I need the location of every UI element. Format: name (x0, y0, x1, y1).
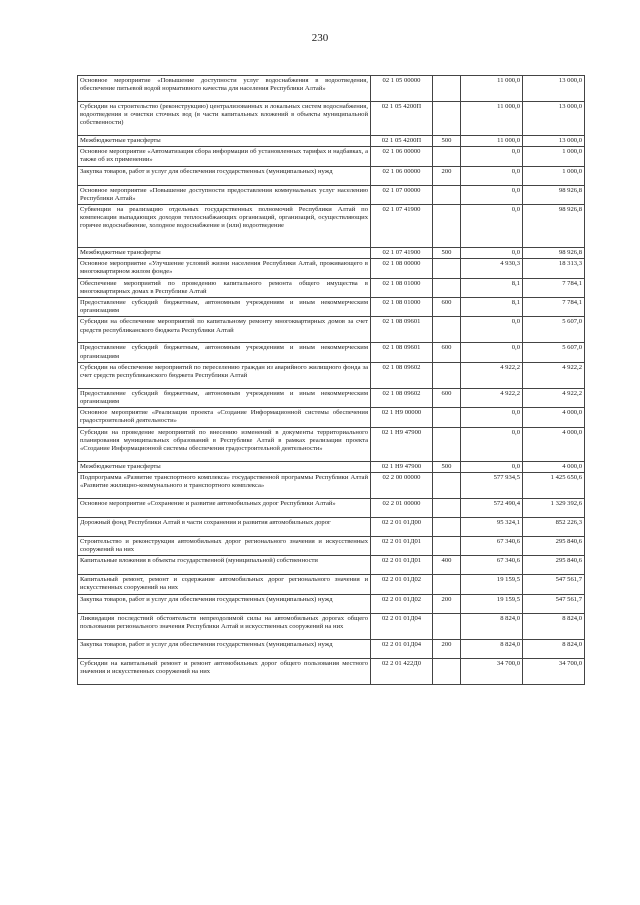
row-amount-year2: 8 824,0 (523, 639, 585, 658)
row-expense-type (433, 613, 461, 639)
row-amount-year1: 11 000,0 (461, 102, 523, 136)
row-amount-year2: 1 425 650,6 (523, 472, 585, 498)
row-name: Подпрограмма «Развитие транспортного комплекса» государственной программы Республики Алтай «Развитие жилищно-коммунального и транспортного комплекса» (78, 472, 371, 498)
row-expense-type (433, 536, 461, 555)
row-amount-year1: 0,0 (461, 166, 523, 185)
row-amount-year2: 295 840,6 (523, 556, 585, 575)
table-row (78, 517, 585, 536)
row-code: 02 1 05 00000 (371, 76, 433, 102)
table-row (78, 102, 585, 136)
table-row (78, 185, 585, 204)
row-name: Субсидии на проведение мероприятий по внесению изменений в документы территориального планирования муниципальных образований в Республике Алтай в рамках реализации проекта «Создание Информационной системы обеспечения градостроительной деятельности» (78, 427, 371, 461)
table-row (78, 166, 585, 185)
row-expense-type (433, 427, 461, 461)
row-expense-type: 200 (433, 594, 461, 613)
row-code: 02 1 07 41900 (371, 205, 433, 248)
row-amount-year1: 0,0 (461, 461, 523, 472)
row-code: 02 2 01 01Д04 (371, 613, 433, 639)
table-row (78, 408, 585, 427)
table-row (78, 248, 585, 259)
row-amount-year2: 295 840,6 (523, 536, 585, 555)
row-expense-type (433, 517, 461, 536)
row-amount-year2: 34 700,0 (523, 658, 585, 684)
row-expense-type (433, 362, 461, 388)
budget-table-body (78, 76, 585, 685)
row-code: 02 2 01 01Д02 (371, 594, 433, 613)
row-name: Основное мероприятие «Реализация проекта «Создание Информационной системы обеспечения градостроительной деятельности» (78, 408, 371, 427)
row-expense-type (433, 147, 461, 166)
row-code: 02 2 01 01Д02 (371, 575, 433, 594)
row-expense-type: 200 (433, 166, 461, 185)
row-amount-year1: 0,0 (461, 185, 523, 204)
row-amount-year2: 13 000,0 (523, 102, 585, 136)
row-expense-type: 600 (433, 388, 461, 407)
row-code: 02 1 07 00000 (371, 185, 433, 204)
table-row (78, 658, 585, 684)
row-expense-type (433, 102, 461, 136)
row-expense-type: 600 (433, 343, 461, 362)
row-code: 02 2 01 01Д04 (371, 639, 433, 658)
row-code: 02 1 06 00000 (371, 166, 433, 185)
row-amount-year1: 0,0 (461, 408, 523, 427)
row-code: 02 1 08 01000 (371, 298, 433, 317)
row-amount-year1: 0,0 (461, 343, 523, 362)
row-name: Основное мероприятие «Повышение доступности предоставления коммунальных услуг населению Республики Алтай» (78, 185, 371, 204)
row-name: Предоставление субсидий бюджетным, автономным учреждениям и иным некоммерческим организациям (78, 298, 371, 317)
row-code: 02 1 06 00000 (371, 147, 433, 166)
row-amount-year1: 572 490,4 (461, 498, 523, 517)
row-amount-year1: 0,0 (461, 147, 523, 166)
row-expense-type (433, 575, 461, 594)
table-row (78, 147, 585, 166)
row-amount-year2: 4 922,2 (523, 362, 585, 388)
row-name: Субвенции на реализацию отдельных государственных полномочий Республики Алтай по компенсации выпадающих доходов теплоснабжающих организаций, организаций, осуществляющих горячее водоснабжение, холодное водоснабжение и (или) водоотведение (78, 205, 371, 248)
row-amount-year1: 4 922,2 (461, 362, 523, 388)
row-name: Предоставление субсидий бюджетным, автономным учреждениям и иным некоммерческим организациям (78, 388, 371, 407)
table-row (78, 388, 585, 407)
table-row (78, 205, 585, 248)
row-amount-year1: 4 930,3 (461, 259, 523, 278)
row-amount-year2: 4 922,2 (523, 388, 585, 407)
row-code: 02 2 01 422Д0 (371, 658, 433, 684)
row-code: 02 2 01 01Д00 (371, 517, 433, 536)
row-amount-year2: 547 561,7 (523, 594, 585, 613)
table-row (78, 461, 585, 472)
table-row (78, 639, 585, 658)
row-amount-year1: 19 159,5 (461, 594, 523, 613)
table-row (78, 278, 585, 297)
row-amount-year1: 0,0 (461, 248, 523, 259)
table-row (78, 472, 585, 498)
row-amount-year1: 0,0 (461, 205, 523, 248)
row-code: 02 1 08 09601 (371, 317, 433, 343)
table-row (78, 427, 585, 461)
row-name: Субсидии на строительство (реконструкцию) централизованных и локальных систем водоснабжения, водоотведения и очистки сточных вод (в части капитальных вложений в объекты муниципальной собственности) (78, 102, 371, 136)
table-row (78, 594, 585, 613)
table-row (78, 136, 585, 147)
row-code: 02 1 08 09602 (371, 388, 433, 407)
row-code: 02 1 Н9 00000 (371, 408, 433, 427)
row-expense-type: 600 (433, 298, 461, 317)
row-code: 02 1 08 01000 (371, 278, 433, 297)
row-amount-year1: 8 824,0 (461, 639, 523, 658)
budget-table (77, 75, 585, 685)
row-amount-year1: 67 340,6 (461, 536, 523, 555)
row-amount-year2: 1 000,0 (523, 166, 585, 185)
row-code: 02 1 05 4200П (371, 136, 433, 147)
table-row (78, 536, 585, 555)
row-amount-year1: 8,1 (461, 278, 523, 297)
row-amount-year2: 18 313,3 (523, 259, 585, 278)
row-expense-type (433, 278, 461, 297)
row-amount-year2: 8 824,0 (523, 613, 585, 639)
row-expense-type (433, 185, 461, 204)
row-amount-year1: 34 700,0 (461, 658, 523, 684)
row-amount-year1: 4 922,2 (461, 388, 523, 407)
row-name: Дорожный фонд Республики Алтай в части сохранения и развития автомобильных дорог (78, 517, 371, 536)
row-code: 02 1 07 41900 (371, 248, 433, 259)
row-name: Основное мероприятие «Улучшение условий жизни населения Республики Алтай, проживающего в многоквартирном жилом фонде» (78, 259, 371, 278)
row-amount-year2: 1 329 392,6 (523, 498, 585, 517)
row-name: Капитальные вложения в объекты государственной (муниципальной) собственности (78, 556, 371, 575)
row-amount-year2: 4 000,0 (523, 427, 585, 461)
row-amount-year2: 5 607,0 (523, 343, 585, 362)
table-row (78, 317, 585, 343)
row-code: 02 1 08 09601 (371, 343, 433, 362)
row-expense-type (433, 259, 461, 278)
row-code: 02 1 08 09602 (371, 362, 433, 388)
row-expense-type (433, 205, 461, 248)
row-code: 02 2 00 00000 (371, 472, 433, 498)
row-amount-year1: 8,1 (461, 298, 523, 317)
row-expense-type (433, 76, 461, 102)
row-amount-year2: 1 000,0 (523, 147, 585, 166)
row-name: Предоставление субсидий бюджетным, автономным учреждениям и иным некоммерческим организациям (78, 343, 371, 362)
row-expense-type (433, 658, 461, 684)
row-name: Субсидии на обеспечение мероприятий по капитальному ремонту многоквартирных домов за счет средств республиканского бюджета Республики Алтай (78, 317, 371, 343)
row-expense-type: 500 (433, 248, 461, 259)
row-name: Субсидии на обеспечение мероприятий по переселению граждан из аварийного жилищного фонда за счет средств республиканского бюджета Республики Алтай (78, 362, 371, 388)
row-amount-year1: 577 934,5 (461, 472, 523, 498)
table-row (78, 556, 585, 575)
row-amount-year2: 7 784,1 (523, 278, 585, 297)
row-amount-year1: 0,0 (461, 317, 523, 343)
row-name: Закупка товаров, работ и услуг для обеспечения государственных (муниципальных) нужд (78, 166, 371, 185)
row-name: Закупка товаров, работ и услуг для обеспечения государственных (муниципальных) нужд (78, 594, 371, 613)
row-code: 02 1 05 4200П (371, 102, 433, 136)
row-amount-year2: 5 607,0 (523, 317, 585, 343)
row-name: Обеспечение мероприятий по проведению капитального ремонта общего имущества в многоквартирных домах в Республике Алтай (78, 278, 371, 297)
page-number: 230 (311, 32, 329, 44)
row-amount-year2: 547 561,7 (523, 575, 585, 594)
row-code: 02 2 01 01Д01 (371, 536, 433, 555)
row-amount-year2: 13 000,0 (523, 76, 585, 102)
table-row (78, 575, 585, 594)
row-expense-type: 400 (433, 556, 461, 575)
row-amount-year2: 98 926,8 (523, 248, 585, 259)
table-row (78, 498, 585, 517)
table-row (78, 298, 585, 317)
row-expense-type: 200 (433, 639, 461, 658)
table-row (78, 76, 585, 102)
row-name: Основное мероприятие «Автоматизация сбора информации об установленных тарифах и надбавках, а также об их применении» (78, 147, 371, 166)
row-amount-year2: 98 926,8 (523, 205, 585, 248)
row-expense-type: 500 (433, 136, 461, 147)
row-name: Закупка товаров, работ и услуг для обеспечения государственных (муниципальных) нужд (78, 639, 371, 658)
row-amount-year2: 98 926,8 (523, 185, 585, 204)
row-amount-year2: 4 000,0 (523, 461, 585, 472)
row-code: 02 2 01 01Д01 (371, 556, 433, 575)
row-amount-year1: 0,0 (461, 427, 523, 461)
row-amount-year2: 7 784,1 (523, 298, 585, 317)
table-row (78, 362, 585, 388)
table-row (78, 343, 585, 362)
table-row (78, 613, 585, 639)
row-expense-type: 500 (433, 461, 461, 472)
row-amount-year1: 11 000,0 (461, 136, 523, 147)
row-name: Межбюджетные трансферты (78, 136, 371, 147)
row-amount-year1: 8 824,0 (461, 613, 523, 639)
row-expense-type (433, 498, 461, 517)
row-code: 02 1 08 00000 (371, 259, 433, 278)
row-expense-type (433, 408, 461, 427)
row-amount-year2: 13 000,0 (523, 136, 585, 147)
row-name: Межбюджетные трансферты (78, 248, 371, 259)
row-name: Ликвидация последствий обстоятельств непреодолимой силы на автомобильных дорогах общего пользования регионального значения Республики Алтай и искусственных сооружений на них (78, 613, 371, 639)
row-name: Капитальный ремонт, ремонт и содержание автомобильных дорог регионального значения и искусственных сооружений на них (78, 575, 371, 594)
row-amount-year1: 11 000,0 (461, 76, 523, 102)
row-amount-year2: 852 226,3 (523, 517, 585, 536)
row-name: Основное мероприятие «Сохранение и развитие автомобильных дорог Республики Алтай» (78, 498, 371, 517)
row-amount-year1: 67 340,6 (461, 556, 523, 575)
row-name: Субсидии на капитальный ремонт и ремонт автомобильных дорог общего пользования местного значения и искусственных сооружений на них (78, 658, 371, 684)
row-amount-year2: 4 000,0 (523, 408, 585, 427)
row-code: 02 2 01 00000 (371, 498, 433, 517)
row-code: 02 1 Н9 47900 (371, 427, 433, 461)
row-name: Строительство и реконструкция автомобильных дорог регионального значения и искусственных сооружений на них (78, 536, 371, 555)
row-expense-type (433, 317, 461, 343)
row-name: Межбюджетные трансферты (78, 461, 371, 472)
row-amount-year1: 95 324,1 (461, 517, 523, 536)
row-amount-year1: 19 159,5 (461, 575, 523, 594)
row-code: 02 1 Н9 47900 (371, 461, 433, 472)
row-expense-type (433, 472, 461, 498)
row-name: Основное мероприятие «Повышение доступности услуг водоснабжения в водоотведения, обеспечение питьевой водой нормативного качества для населения Республики Алтай» (78, 76, 371, 102)
table-row (78, 259, 585, 278)
